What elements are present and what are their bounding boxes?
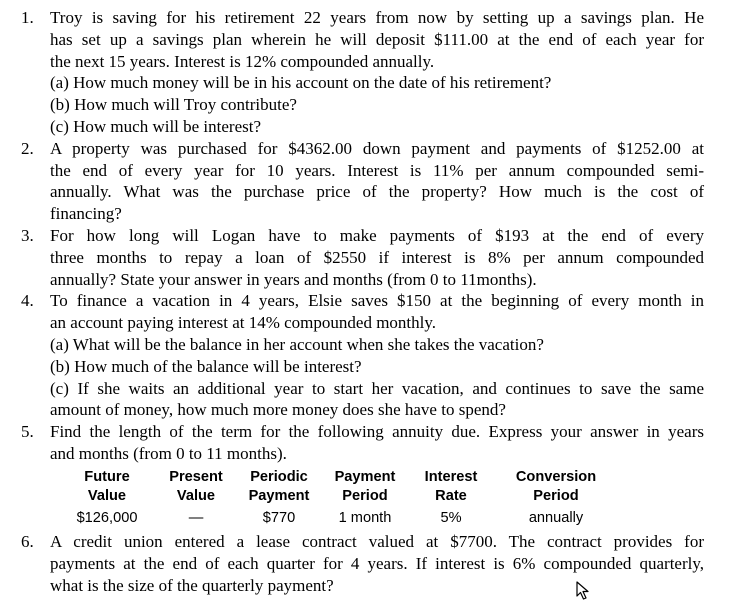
problem-6	[0, 531, 738, 596]
problem-1	[0, 7, 738, 138]
problem-2	[0, 138, 738, 225]
problem-text-line: To finance a vacation in 4 years, Elsie saves $150 at the beginning of every month in	[50, 291, 704, 311]
problem-part-b: (b) How much of the balance will be interest?	[50, 356, 362, 376]
problem-text-line: A property was purchased for $4362.00 down payment and payments of $1252.00 at	[50, 138, 704, 158]
table-row	[60, 507, 620, 529]
problem-part-a: (a) What will be the balance in her account when she takes the vacation?	[50, 334, 544, 354]
column-header-present-value: Present Value	[169, 468, 223, 505]
column-header-conversion-period: Conversion Period	[515, 468, 597, 505]
problem-text-line: Troy is saving for his retirement 22 years from now by setting up a savings plan. He	[50, 8, 704, 27]
problem-text-line: payments at the end of each quarter for 4 years. If interest is 6% compounded quarterly,	[50, 554, 704, 574]
problem-number: 3.	[21, 225, 34, 245]
cell-conversion-period: annually	[528, 509, 584, 526]
cell-future-value: $126,000	[76, 509, 138, 526]
problem-list	[0, 7, 738, 597]
problem-text-line: and months (from 0 to 11 months).	[50, 443, 287, 463]
problem-number: 6.	[21, 532, 34, 552]
problem-text-line: annually. What was the purchase price of the property? How much is the cost of	[50, 182, 704, 202]
column-header-periodic-payment: Periodic Payment	[248, 468, 310, 505]
problem-text-line: the end of every year for 10 years. Interest is 11% per annum compounded semi-	[50, 160, 704, 180]
annuity-table	[60, 468, 620, 529]
problem-part-b: (b) How much will Troy contribute?	[50, 95, 297, 115]
problem-text-line: the next 15 years. Interest is 12% compounded annually.	[50, 51, 435, 71]
problem-text-line: financing?	[50, 204, 122, 224]
cell-interest-rate: 5%	[440, 509, 462, 526]
mouse-pointer-icon	[576, 581, 592, 601]
problem-number: 5.	[21, 422, 34, 442]
problem-3	[0, 225, 738, 290]
cell-periodic-payment: $770	[262, 509, 296, 526]
table-header-row	[60, 468, 620, 507]
problem-part-c-continued: amount of money, how much more money does she have to spend?	[50, 400, 506, 420]
problem-4	[0, 290, 738, 421]
column-header-payment-period: Payment Period	[334, 468, 396, 505]
problem-text-line: For how long will Logan have to make payments of $193 at the end of every	[50, 225, 704, 245]
problem-part-c: (c) How much will be interest?	[50, 116, 262, 136]
problem-text-line: has set up a savings plan wherein he will deposit $111.00 at the end of each year for	[50, 29, 704, 49]
problem-number: 1.	[21, 8, 34, 27]
cell-present-value: —	[188, 509, 204, 526]
column-header-interest-rate: Interest Rate	[424, 468, 478, 505]
problem-part-c: (c) If she waits an additional year to start her vacation, and continues to save the same	[50, 378, 704, 398]
problem-part-a: (a) How much money will be in his account on the date of his retirement?	[50, 73, 552, 93]
problem-5	[0, 421, 738, 528]
problem-text-line: three months to repay a loan of $2550 if interest is 8% per annum compounded	[50, 247, 704, 267]
cell-payment-period: 1 month	[338, 509, 392, 526]
problem-text-line: Find the length of the term for the following annuity due. Express your answer in years	[50, 422, 704, 442]
problem-text-line: A credit union entered a lease contract valued at $7700. The contract provides for	[50, 532, 704, 552]
problem-text-line: what is the size of the quarterly payment?	[50, 575, 334, 595]
column-header-future-value: Future Value	[84, 468, 130, 505]
problem-text-line: an account paying interest at 14% compounded monthly.	[50, 313, 437, 333]
problem-number: 4.	[21, 291, 34, 311]
problem-text-line: annually? State your answer in years and months (from 0 to 11months).	[50, 269, 537, 289]
problem-number: 2.	[21, 138, 34, 158]
